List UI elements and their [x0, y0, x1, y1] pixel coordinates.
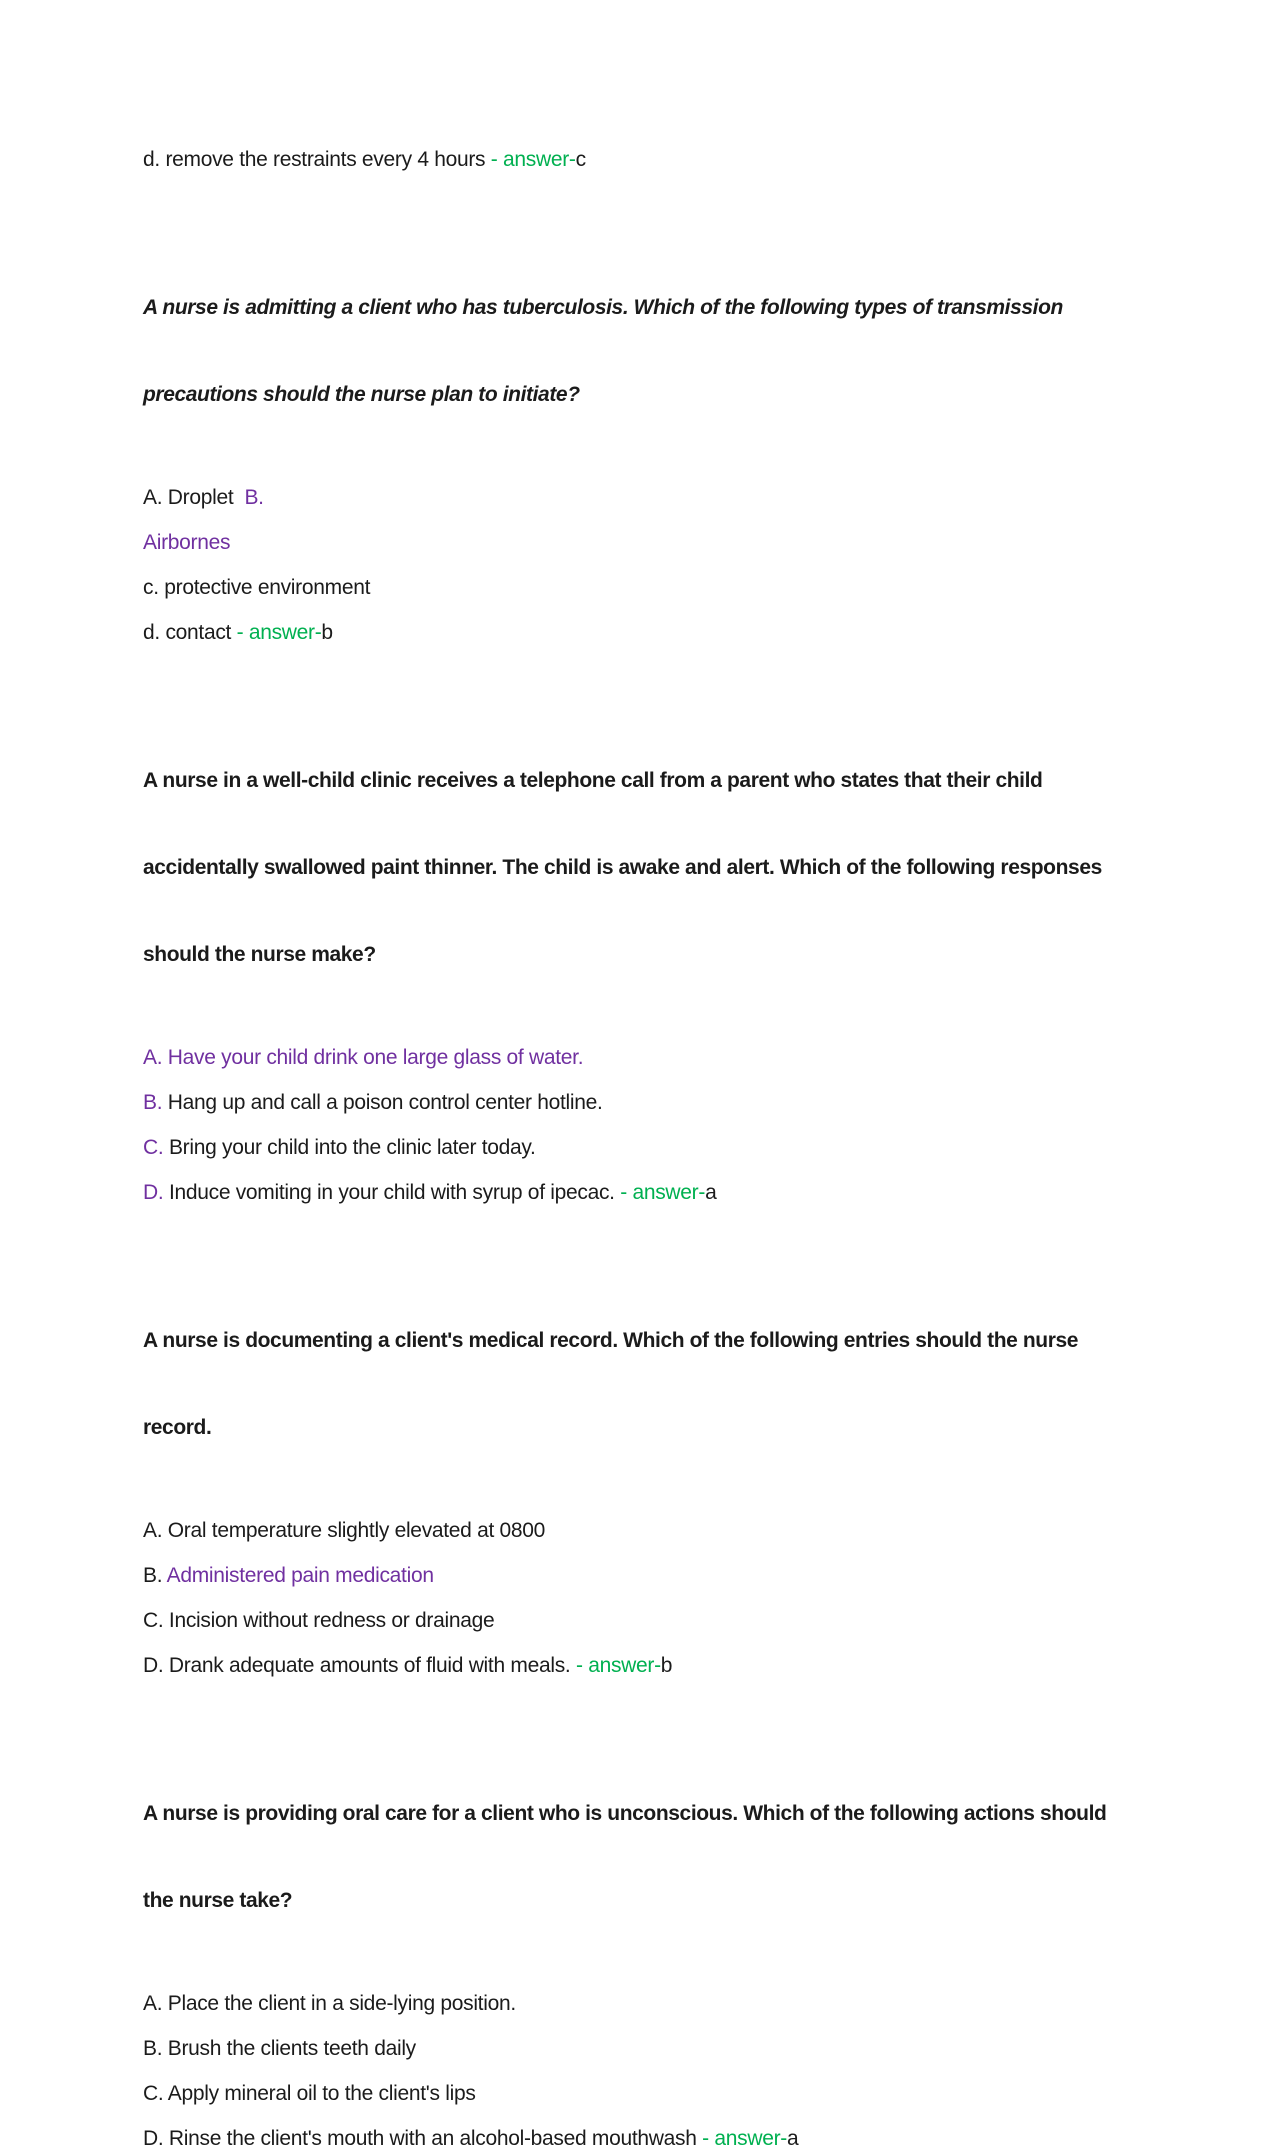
question-3-line-2: record.	[143, 1416, 212, 1439]
answer-marker: - answer-	[575, 1654, 661, 1677]
option-text: Bring your child into the clinic later today.	[163, 1136, 536, 1159]
answer-letter: a	[705, 1181, 717, 1204]
q4-option-b	[143, 2034, 1132, 2063]
stray-answer-line	[143, 145, 1132, 174]
q1-option-a	[143, 483, 1132, 512]
option-text: A. Oral temperature slightly elevated at 0800	[143, 1519, 546, 1542]
option-text: Hang up and call a poison control center hotline.	[162, 1091, 603, 1114]
option-text: C. Apply mineral oil to the client's lips	[143, 2082, 476, 2105]
q2-option-c	[143, 1133, 1132, 1162]
option-text: B. Brush the clients teeth daily	[143, 2037, 416, 2060]
option-text: d. remove the restraints every 4 hours	[143, 148, 491, 171]
q4-option-d	[143, 2124, 1132, 2153]
q3-option-c	[143, 1606, 1132, 1635]
q2-option-a	[143, 1043, 1132, 1072]
option-text: A. Droplet	[143, 486, 245, 509]
q4-option-c	[143, 2079, 1132, 2108]
option-text: D. Rinse the client's mouth with an alcohol-based mouthwash	[143, 2127, 703, 2150]
question-1-line-2: precautions should the nurse plan to initiate?	[143, 383, 580, 406]
option-text: A. Have your child drink one large glass of water.	[143, 1046, 584, 1069]
option-letter: B.	[143, 1564, 167, 1587]
question-3-line-1: A nurse is documenting a client's medical record. Which of the following entries should the nurse	[143, 1329, 1079, 1352]
q2-option-d	[143, 1178, 1132, 1207]
option-text: Airbornes	[143, 531, 231, 554]
question-2-line-3: should the nurse make?	[143, 943, 376, 966]
answer-marker: - answer-	[236, 621, 322, 644]
option-text: c. protective environment	[143, 576, 371, 599]
q3-option-b	[143, 1561, 1132, 1590]
option-letter: D.	[143, 1181, 164, 1204]
option-letter: C.	[143, 1136, 164, 1159]
option-text: Administered pain medication	[166, 1564, 434, 1587]
q3-option-d	[143, 1651, 1132, 1680]
question-1	[143, 235, 1132, 467]
option-text: d. contact	[143, 621, 237, 644]
q1-option-d	[143, 618, 1132, 647]
option-letter: B.	[143, 1091, 163, 1114]
question-2	[143, 708, 1132, 1027]
question-4-line-1: A nurse is providing oral care for a client who is unconscious. Which of the following actions should	[143, 1802, 1107, 1825]
q1-option-c	[143, 573, 1132, 602]
question-4-line-2: the nurse take?	[143, 1889, 293, 1912]
answer-letter: b	[321, 621, 333, 644]
option-text: A. Place the client in a side-lying position.	[143, 1992, 516, 2015]
option-text: C. Incision without redness or drainage	[143, 1609, 495, 1632]
question-1-line-1: A nurse is admitting a client who has tuberculosis. Which of the following types of transmission	[143, 296, 1063, 319]
question-2-line-2: accidentally swallowed paint thinner. The child is awake and alert. Which of the following responses	[143, 856, 1102, 879]
q1-option-b	[143, 528, 1132, 557]
q4-option-a	[143, 1989, 1132, 2018]
answer-marker: - answer-	[702, 2127, 787, 2150]
question-4	[143, 1741, 1132, 1973]
answer-marker: - answer-	[620, 1181, 706, 1204]
q3-option-a	[143, 1516, 1132, 1545]
option-letter: B.	[244, 486, 264, 509]
answer-marker: - answer-	[490, 148, 576, 171]
answer-letter: c	[575, 148, 586, 171]
q2-option-b	[143, 1088, 1132, 1117]
question-3	[143, 1268, 1132, 1500]
answer-letter: a	[786, 2127, 799, 2150]
option-text: Induce vomiting in your child with syrup of ipecac.	[163, 1181, 621, 1204]
option-text: D. Drank adequate amounts of fluid with meals.	[143, 1654, 576, 1677]
answer-letter: b	[660, 1654, 673, 1677]
question-2-line-1: A nurse in a well-child clinic receives a telephone call from a parent who states that their child	[143, 769, 1043, 792]
